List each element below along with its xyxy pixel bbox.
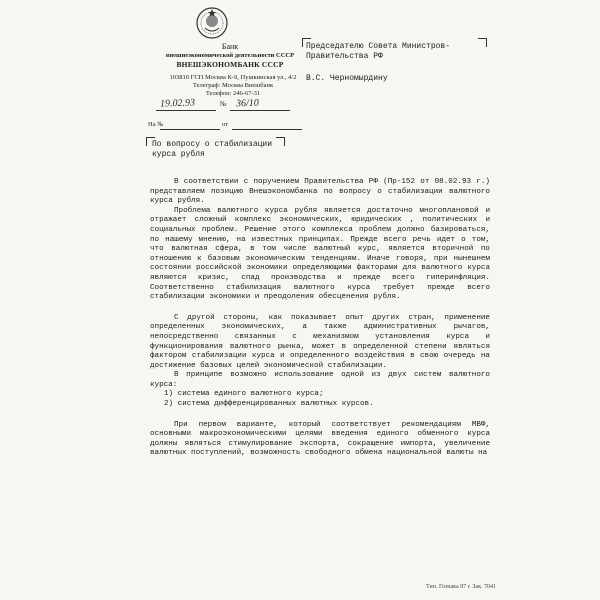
org-line-3: ВНЕШЭКОНОМБАНК СССР: [176, 60, 284, 69]
list-item-1: 1) система единого валютного курса;: [164, 390, 324, 399]
reference-number-label: На №: [148, 121, 164, 128]
org-line-1: Банк: [221, 42, 239, 51]
reference-from-underline: [232, 129, 302, 130]
address-line-3: Телефон: 246-67-31: [205, 90, 261, 97]
print-mark: Тип. Гознака 87 г. Зак. 7041: [426, 584, 496, 590]
state-emblem-icon: [195, 6, 229, 40]
subject-block: [152, 140, 292, 160]
bank-name-block: [160, 42, 300, 69]
recipient-line-2: Правительства РФ: [306, 52, 383, 61]
list-item-2: 2) система дифференцированных валютных курсов.: [164, 400, 374, 409]
letter-body: [150, 178, 490, 459]
paragraph-2: Проблема валютного курса рубля является достаточно многоплановой и отражает сложный комплекс экономических, юридических , политических и социальных проблем. Решение этого комплекса проблем должно базироваться, по нашему мнению, на известных принципах. Прежде всего речь идет о том, что валютная сфера, в том числе валютный курс, является вторичной по отношению к базовым экономическим тенденциям. Иначе говоря, при нынешнем состоянии российской экономики определяющими факторами для валютного курса являются кризис, спад производства и прежде всего гиперинфляция. Соответственно стабилизация валютного курса требует прежде всего стабилизации экономики и преодоления обесценения рубля.: [150, 206, 490, 302]
paragraph-1: В соответствии с поручением Правительства РФ (Пр-152 от 08.02.93 г.) представляем позицию Внешэкономбанка по вопросу о стабилизации валютного курса рубля.: [150, 178, 490, 206]
address-line-1: 103810 ГСП Москва К-9, Пушкинская ул., 4/2: [169, 74, 297, 81]
date-underline: [156, 110, 216, 111]
paragraph-5: При первом варианте, который соответствует рекомендациям МВФ, основными макроэкономическими целями введения единого обменного курса должны являться стимулирование экспорта, сокращение импорта, увеличение валютных поступлений, возможность свободного обмена национальной валюты на: [150, 420, 490, 458]
paragraph-4: В принципе возможно использование одной из двух систем валютного курса:: [150, 371, 490, 389]
recipient-block: [306, 42, 496, 84]
bank-address-block: [158, 74, 308, 98]
number-underline: [230, 110, 290, 111]
recipient-line-1: Председателю Совета Министров-: [306, 42, 451, 51]
address-line-2: Телеграф: Москва Внешбанк: [192, 82, 274, 89]
org-line-2: внешнеэкономической деятельности СССР: [165, 52, 295, 59]
reference-line: [148, 121, 308, 133]
subject-line-2: курса рубля: [152, 150, 205, 159]
reference-from-label: от: [222, 121, 229, 128]
reference-number-underline: [160, 129, 220, 130]
registration-line: [150, 98, 290, 112]
registration-number-label: №: [220, 100, 227, 108]
recipient-name: В.С. Черномырдину: [306, 74, 388, 83]
registration-date: 19.02.93: [159, 97, 196, 110]
paragraph-3: С другой стороны, как показывает опыт других стран, применение определенных экономических, а также административных рычагов, непосредственно связанных с механизмом установления курса и функционирования валютного рынка, может в определенной степени являться фактором стабилизации курса и определенного воздействия в свою очередь на достижение базовых целей экономической стабилизации.: [150, 313, 490, 370]
subject-line-1: По вопросу о стабилизации: [152, 140, 273, 149]
registration-number: 36/10: [235, 97, 259, 110]
